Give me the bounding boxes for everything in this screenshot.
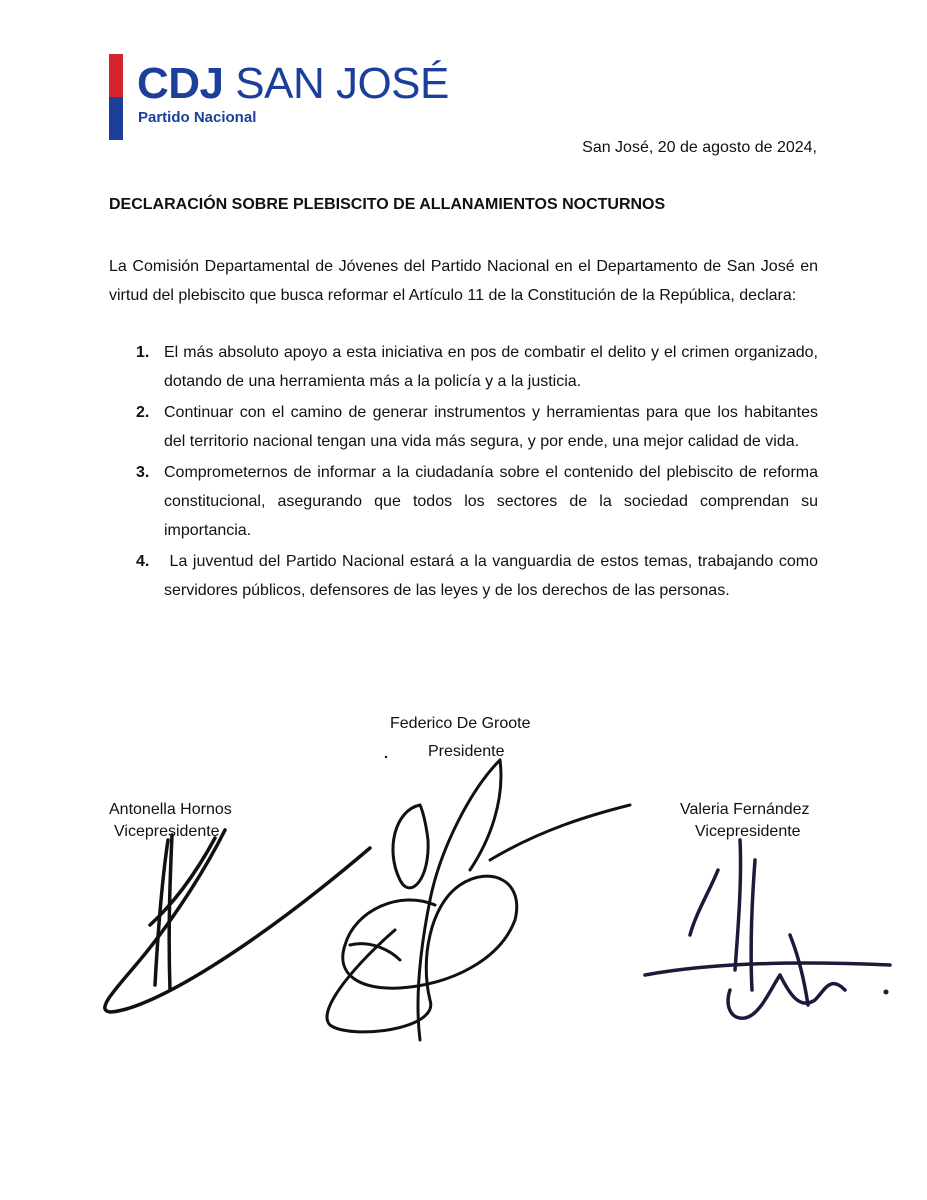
document-date: San José, 20 de agosto de 2024,: [582, 139, 817, 156]
list-item-number: 3.: [136, 464, 150, 481]
list-item-text: Continuar con el camino de generar instrumentos y herramientas para que los habitantes del territorio nacional tengan una vida más segura, y por ende, una mejor calidad de vida.: [164, 404, 818, 450]
vp-right-name: Valeria Fernández: [680, 801, 810, 818]
vp-right-role: Vicepresidente: [695, 823, 801, 840]
logo-wordmark: [137, 60, 449, 108]
logo-red-bar: [109, 54, 123, 97]
list-item: [109, 398, 818, 456]
list-item: [109, 547, 823, 605]
list-item: [109, 338, 818, 396]
president-name: Federico De Groote: [390, 715, 531, 732]
president-role: Presidente: [428, 743, 505, 760]
vp-left-name: Antonella Hornos: [109, 801, 232, 818]
logo-brand-bold: CDJ: [137, 59, 224, 108]
signature-center: [327, 756, 630, 1040]
list-item-number: 4.: [136, 553, 150, 570]
signature-right: [645, 840, 890, 1018]
list-item-text: El más absoluto apoyo a esta iniciativa en pos de combatir el delito y el crimen organizado, dotando de una herramienta más a la policía y a la justicia.: [164, 344, 818, 390]
list-item-number: 2.: [136, 404, 150, 421]
signature-left: [105, 830, 370, 1012]
declaration-list: [109, 338, 823, 607]
intro-paragraph: La Comisión Departamental de Jóvenes del Partido Nacional en el Departamento de San José en virtud del plebiscito que busca reformar el Artículo 11 de la Constitución de la República, declara:: [109, 258, 818, 304]
list-item-number: 1.: [136, 344, 150, 361]
logo-brand-light: SAN JOSÉ: [235, 59, 449, 108]
party-logo: [109, 54, 469, 144]
list-item-text: Comprometernos de informar a la ciudadanía sobre el contenido del plebiscito de reforma constitucional, asegurando que todos los sectores de la sociedad comprendan su importancia.: [164, 464, 818, 539]
list-item-text: La juventud del Partido Nacional estará a la vanguardia de estos temas, trabajando como servidores públicos, defensores de las leyes y de los derechos de las personas.: [164, 553, 823, 599]
list-item: [109, 458, 818, 545]
vp-left-role: Vicepresidente: [114, 823, 220, 840]
logo-blue-bar: [109, 97, 123, 140]
logo-subtitle: Partido Nacional: [138, 109, 257, 126]
document-title: DECLARACIÓN SOBRE PLEBISCITO DE ALLANAMIENTOS NOCTURNOS: [109, 196, 666, 213]
